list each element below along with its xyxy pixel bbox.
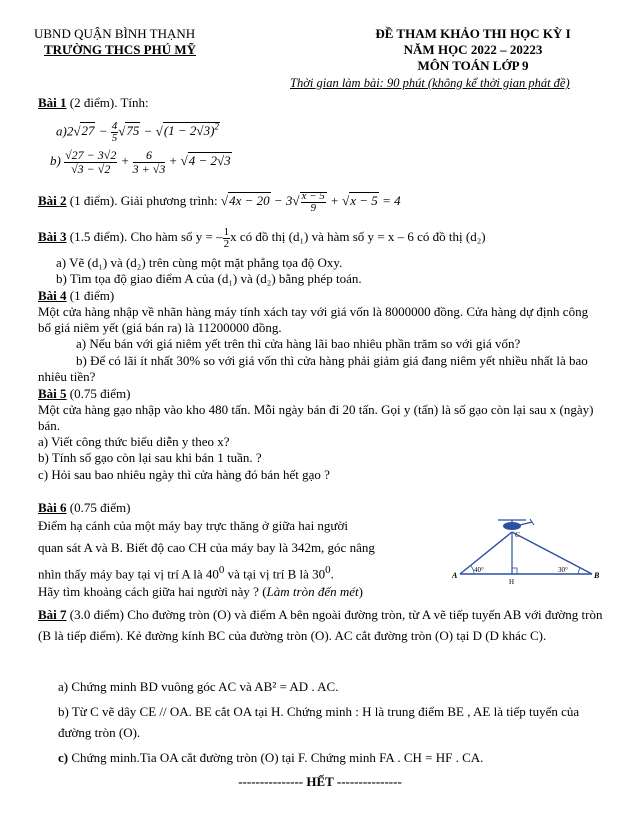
exam-time: Thời gian làm bài: 90 phút (không kể thời gian phát đề) — [290, 76, 570, 90]
bai1-expr-a: a)2√27 − $\frac{4}{5}$ $√75 - √(1 - 2√3)^2$ — [56, 119, 219, 144]
bai5-part-b: b) Tính số gạo còn lại sau khi bán 1 tuần. ? — [38, 450, 262, 465]
fig-angle-a: 40° — [474, 566, 484, 574]
bai4-part-b: b) Để có lãi ít nhất 30% so với giá vốn thì cửa hàng phải giảm giá đang niêm yết nhiều nhất là bao nhiêu tiền? — [38, 353, 588, 384]
bai5-heading: Bài 5 (0.75 điểm) — [38, 386, 131, 401]
bai6-line-3: nhìn thấy máy bay tại vị trí A là $40^0$ và tại vị trí B là $30^0$. — [38, 564, 334, 582]
bai1-heading: Bài 1 (2 điểm). Tính: — [38, 95, 149, 110]
exam-subject: MÔN TOÁN LỚP 9 — [417, 58, 529, 73]
school-name: TRƯỜNG THCS PHÚ MỸ — [44, 42, 197, 57]
bai6-line-4: Hãy tìm khoảng cách giữa hai người này ? (Làm tròn đến mét) — [38, 584, 363, 599]
fig-label-c: C — [515, 531, 520, 539]
bai7-text: Bài 7 (3.0 điểm) Cho đường tròn (O) và điểm A bên ngoài đường tròn, từ A vẽ tiếp tuyến AB với đường tròn (B là tiếp điểm). Kẻ đường kính BC của đường tròn (O). AC cắt đường tròn (O) tại D (D khác C). — [38, 607, 603, 643]
bai3-part-b: b) Tìm tọa độ giao điểm A của (d₁) và (d₂) bằng phép toán. — [56, 271, 362, 286]
bai3-part-a: a) Vẽ (d₁) và (d₂) trên cùng một mặt phẳng tọa độ Oxy. — [56, 255, 343, 270]
exam-year: NĂM HỌC 2022 – 20223 — [403, 42, 543, 57]
bai4-part-a: a) Nếu bán với giá niêm yết trên thì cửa hàng lãi bao nhiêu phần trăm so với giá vốn? — [76, 336, 521, 351]
bai5-text: Một cửa hàng gạo nhập vào kho 480 tấn. Mỗi ngày bán đi 20 tấn. Gọi y (tấn) là số gạo còn lại sau x (ngày) bán. — [38, 402, 594, 433]
org-name: UBND QUẬN BÌNH THẠNH — [34, 26, 196, 41]
helicopter-triangle-figure — [452, 512, 602, 590]
bai1-expr-b: b) $\frac{√27 - 3√2}{√3 - √2}$ + $\frac{6}{3 + √3}$ + √4 − 2√3 — [50, 147, 231, 176]
bai6-heading: Bài 6 (0.75 điểm) — [38, 500, 131, 515]
bai2-heading: Bài 2 (1 điểm). Giải phương trình: √4x − 20 − 3√ $\frac{x - 5}{9}$ + √x − 5 = 4 — [38, 189, 401, 214]
bai7-part-a: a) Chứng minh BD vuông góc AC và AB² = AD . AC. — [58, 679, 339, 694]
bai4-heading: Bài 4 (1 điểm) — [38, 288, 115, 303]
bai3-heading: Bài 3 (1.5 điểm). Cho hàm số y = – $\frac{1}{2}$ x có đồ thị (d₁) và hàm số y = x – 6 có đồ thị (d₂) — [38, 225, 486, 250]
fig-label-a: A — [452, 571, 458, 580]
helicopter-icon — [498, 519, 534, 530]
bai6-line-2: quan sát A và B. Biết độ cao CH của máy bay là 342m, góc nâng — [38, 540, 375, 555]
bai7-part-b: b) Từ C vẽ dây CE // OA. BE cắt OA tại H. Chứng minh : H là trung điểm BE , AE là tiếp tuyến của đường tròn (O). — [58, 704, 580, 740]
end-marker: --------------- HẾT --------------- — [238, 774, 402, 789]
fig-label-h: H — [509, 578, 515, 586]
bai6-line-1: Điểm hạ cánh của một máy bay trực thăng ở giữa hai người — [38, 518, 348, 533]
fig-label-b: B — [594, 571, 600, 580]
bai4-text: Một cửa hàng nhập về nhãn hàng máy tính xách tay với giá vốn là 8000000 đồng. Cửa hàng dự định công bố giá niêm yết (giá bán ra) là 11200000 đồng. — [38, 304, 589, 335]
bai5-part-a: a) Viết công thức biểu diễn y theo x? — [38, 434, 230, 449]
bai7-part-c: c) Chứng minh.Tia OA cắt đường tròn (O) tại F. Chứng minh FA . CH = HF . CA. — [58, 750, 484, 765]
exam-title: ĐỀ THAM KHẢO THI HỌC KỲ I — [375, 26, 571, 41]
fig-angle-b: 30° — [558, 566, 568, 574]
bai5-part-c: c) Hỏi sau bao nhiêu ngày thì cửa hàng đó bán hết gạo ? — [38, 467, 330, 482]
